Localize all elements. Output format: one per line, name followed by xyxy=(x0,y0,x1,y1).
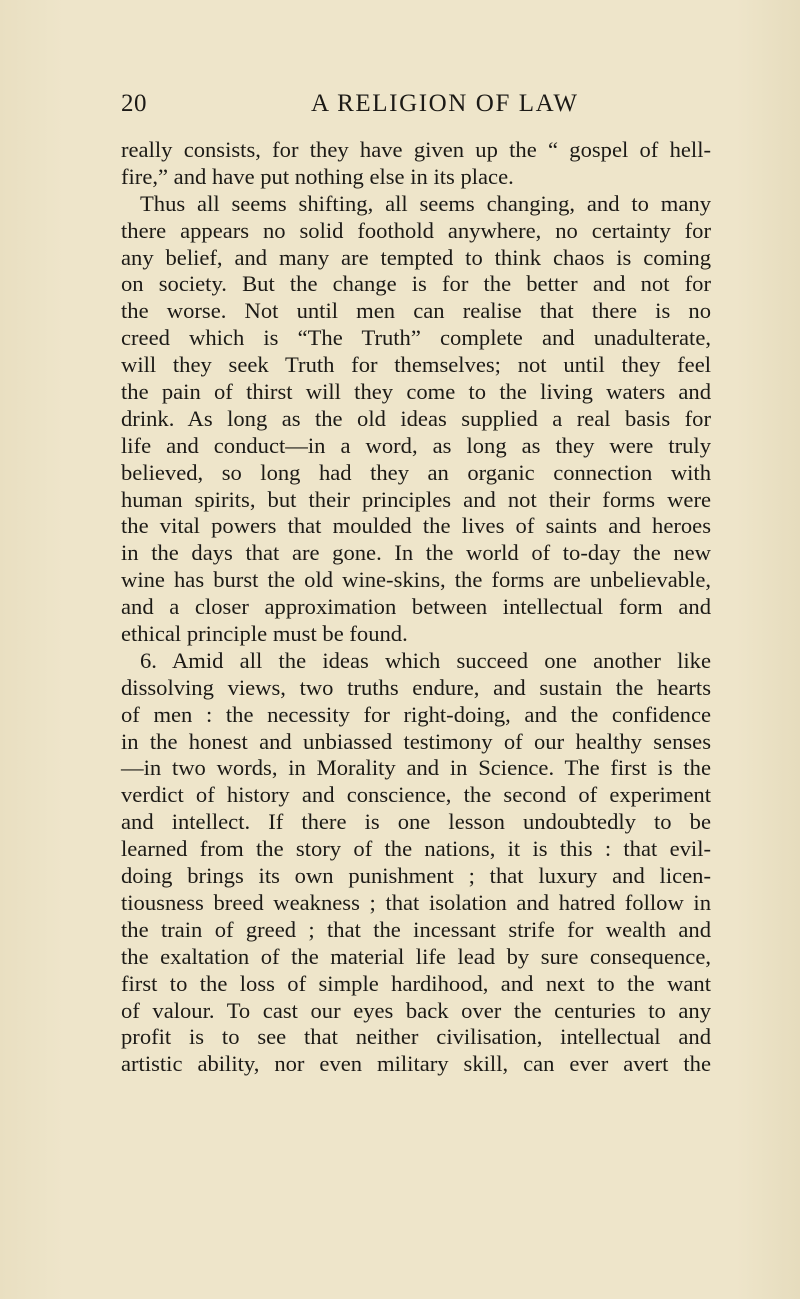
text-line: in the days that are gone. In the world of to-day the new xyxy=(121,540,711,566)
text-line: really consists, for they have given up the “ gospel of hell- xyxy=(121,137,711,162)
text-line: dissolving views, two truths endure, and sustain the hearts xyxy=(121,674,711,700)
page-number: 20 xyxy=(121,90,147,117)
text-line: ethical principle must be found. xyxy=(121,621,408,647)
text-line: the pain of thirst will they come to the living waters and xyxy=(121,379,711,405)
text-line: drink. As long as the old ideas supplied a real basis for xyxy=(121,405,711,431)
text-line: in the honest and unbiassed testimony of our healthy senses xyxy=(121,728,711,754)
text-line: the train of greed ; that the incessant strife for wealth and xyxy=(121,916,711,942)
text-line: on society. But the change is for the better and not for xyxy=(121,271,711,297)
text-line: 6. Amid all the ideas which succeed one another like xyxy=(140,647,711,673)
text-line: of men : the necessity for right-doing, and the confidence xyxy=(121,701,711,727)
text-line: first to the loss of simple hardihood, and next to the want xyxy=(121,970,711,996)
text-line: wine has burst the old wine-skins, the forms are unbelievable, xyxy=(121,567,711,593)
text-line: tiousness breed weakness ; that isolation and hatred follow in xyxy=(121,889,711,915)
text-line: the exaltation of the material life lead by sure consequence, xyxy=(121,943,711,969)
text-line: Thus all seems shifting, all seems changing, and to many xyxy=(140,190,711,216)
text-line: any belief, and many are tempted to think chaos is coming xyxy=(121,244,711,270)
text-line: and intellect. If there is one lesson undoubtedly to be xyxy=(121,809,711,835)
running-head xyxy=(0,89,800,123)
text-line: there appears no solid foothold anywhere, no certainty for xyxy=(121,217,711,243)
text-line: learned from the story of the nations, it is this : that evil- xyxy=(121,836,711,862)
body-text xyxy=(121,137,711,1078)
text-line: —in two words, in Morality and in Science. The first is the xyxy=(121,755,711,781)
text-line: and a closer approximation between intellectual form and xyxy=(121,594,711,620)
text-line: verdict of history and conscience, the second of experiment xyxy=(121,782,711,808)
text-line: profit is to see that neither civilisation, intellectual and xyxy=(121,1024,711,1050)
text-line: life and conduct—in a word, as long as they were truly xyxy=(121,432,711,458)
text-line: fire,” and have put nothing else in its place. xyxy=(121,163,514,189)
text-line: human spirits, but their principles and not their forms were xyxy=(121,486,711,512)
text-line: believed, so long had they an organic connection with xyxy=(121,459,711,485)
text-line: the worse. Not until men can realise that there is no xyxy=(121,298,711,324)
text-line: creed which is “The Truth” complete and unadulterate, xyxy=(121,325,711,351)
text-line: doing brings its own punishment ; that luxury and licen- xyxy=(121,863,711,889)
text-line: artistic ability, nor even military skill, can ever avert the xyxy=(121,1051,711,1077)
text-line: of valour. To cast our eyes back over the centuries to any xyxy=(121,997,711,1023)
text-line: will they seek Truth for themselves; not until they feel xyxy=(121,352,711,378)
running-title: A RELIGION OF LAW xyxy=(311,90,579,117)
text-line: the vital powers that moulded the lives of saints and heroes xyxy=(121,513,711,539)
